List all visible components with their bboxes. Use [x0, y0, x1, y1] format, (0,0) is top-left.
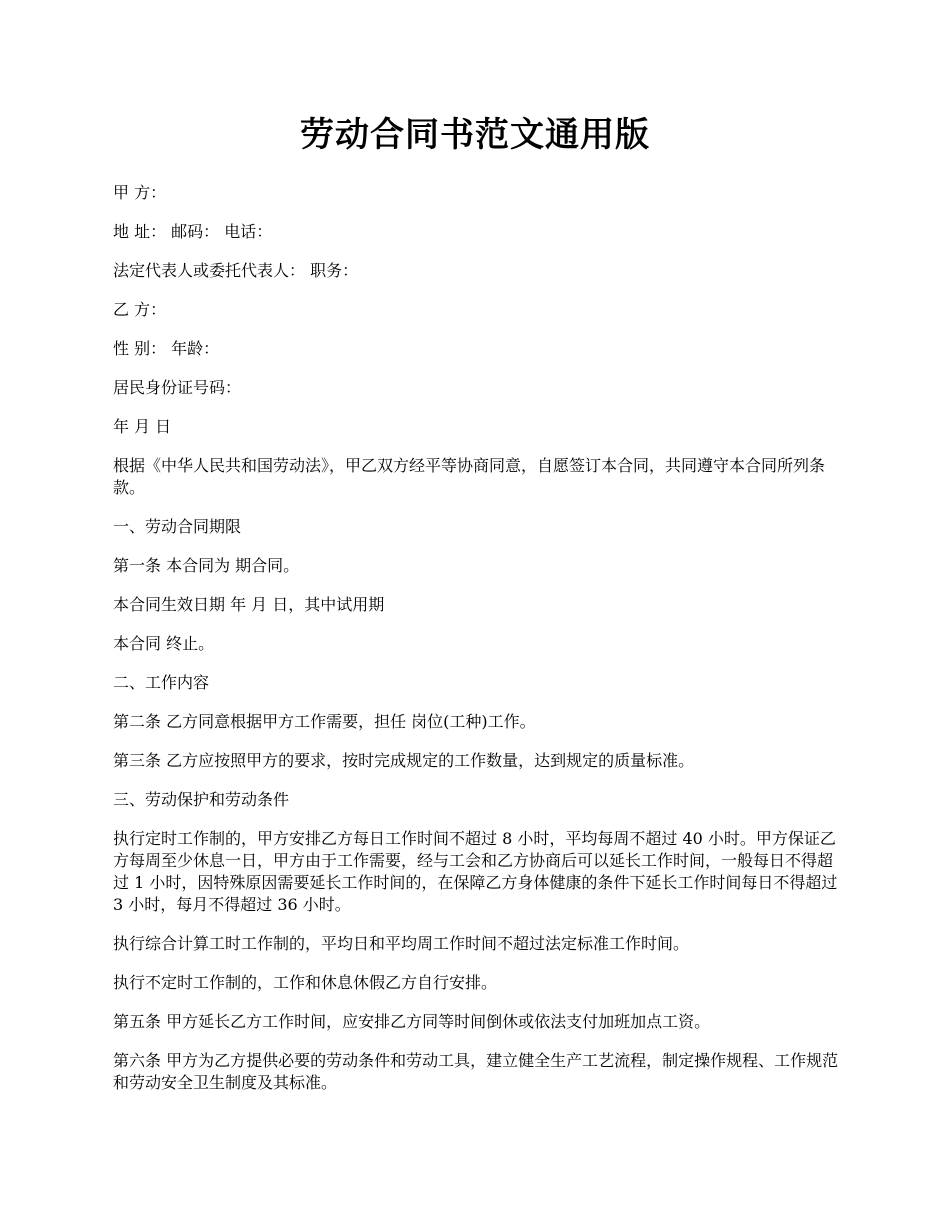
article-6: 第六条 甲方为乙方提供必要的劳动条件和劳动工具，建立健全生产工艺流程，制定操作规程、工作规范和劳动安全卫生制度及其标准。	[113, 1051, 839, 1092]
fixed-hours-paragraph: 执行定时工作制的，甲方安排乙方每日工作时间不超过 8 小时，平均每周不超过 40 小时。甲方保证乙方每周至少休息一日，甲方由于工作需要，经与工会和乙方协商后可以延长工作时间，一般每日不得超过 1 小时，因特殊原因需要延长工作时间的，在保障乙方身体健康的条件下延长工作时间每日不得超过 3 小时，每月不得超过 36 小时。	[113, 829, 843, 914]
article-2: 第二条 乙方同意根据甲方工作需要，担任 岗位(工种)工作。	[113, 712, 536, 731]
article-3: 第三条 乙方应按照甲方的要求，按时完成规定的工作数量，达到规定的质量标准。	[113, 751, 695, 770]
article-5: 第五条 甲方延长乙方工作时间，应安排乙方同等时间倒休或依法支付加班加点工资。	[113, 1012, 711, 1031]
section-heading-work-content: 二、工作内容	[113, 673, 210, 692]
section-heading-term: 一、劳动合同期限	[113, 517, 242, 536]
party-b-line: 乙 方：	[113, 300, 167, 319]
effective-date-line: 本合同生效日期 年 月 日，其中试用期	[113, 595, 385, 614]
date-line: 年 月 日	[113, 417, 172, 436]
party-a-line: 甲 方：	[113, 183, 167, 202]
flexible-hours-paragraph: 执行不定时工作制的，工作和休息休假乙方自行安排。	[113, 973, 498, 992]
preamble-paragraph: 根据《中华人民共和国劳动法》，甲乙双方经平等协商同意，自愿签订本合同，共同遵守本合同所列条款。	[113, 456, 826, 497]
termination-line: 本合同 终止。	[113, 634, 215, 653]
document-title: 劳动合同书范文通用版	[300, 115, 650, 155]
document-body	[113, 182, 841, 1111]
comprehensive-hours-paragraph: 执行综合计算工时工作制的，平均日和平均周工作时间不超过法定标准工作时间。	[113, 934, 690, 953]
legal-representative-line: 法定代表人或委托代表人： 职务：	[113, 261, 359, 280]
article-1: 第一条 本合同为 期合同。	[113, 556, 300, 575]
section-heading-labor-protection: 三、劳动保护和劳动条件	[113, 790, 290, 809]
address-line: 地 址： 邮码： 电话：	[113, 222, 273, 241]
id-number-line: 居民身份证号码：	[113, 378, 242, 397]
gender-age-line: 性 别： 年龄：	[113, 339, 220, 358]
